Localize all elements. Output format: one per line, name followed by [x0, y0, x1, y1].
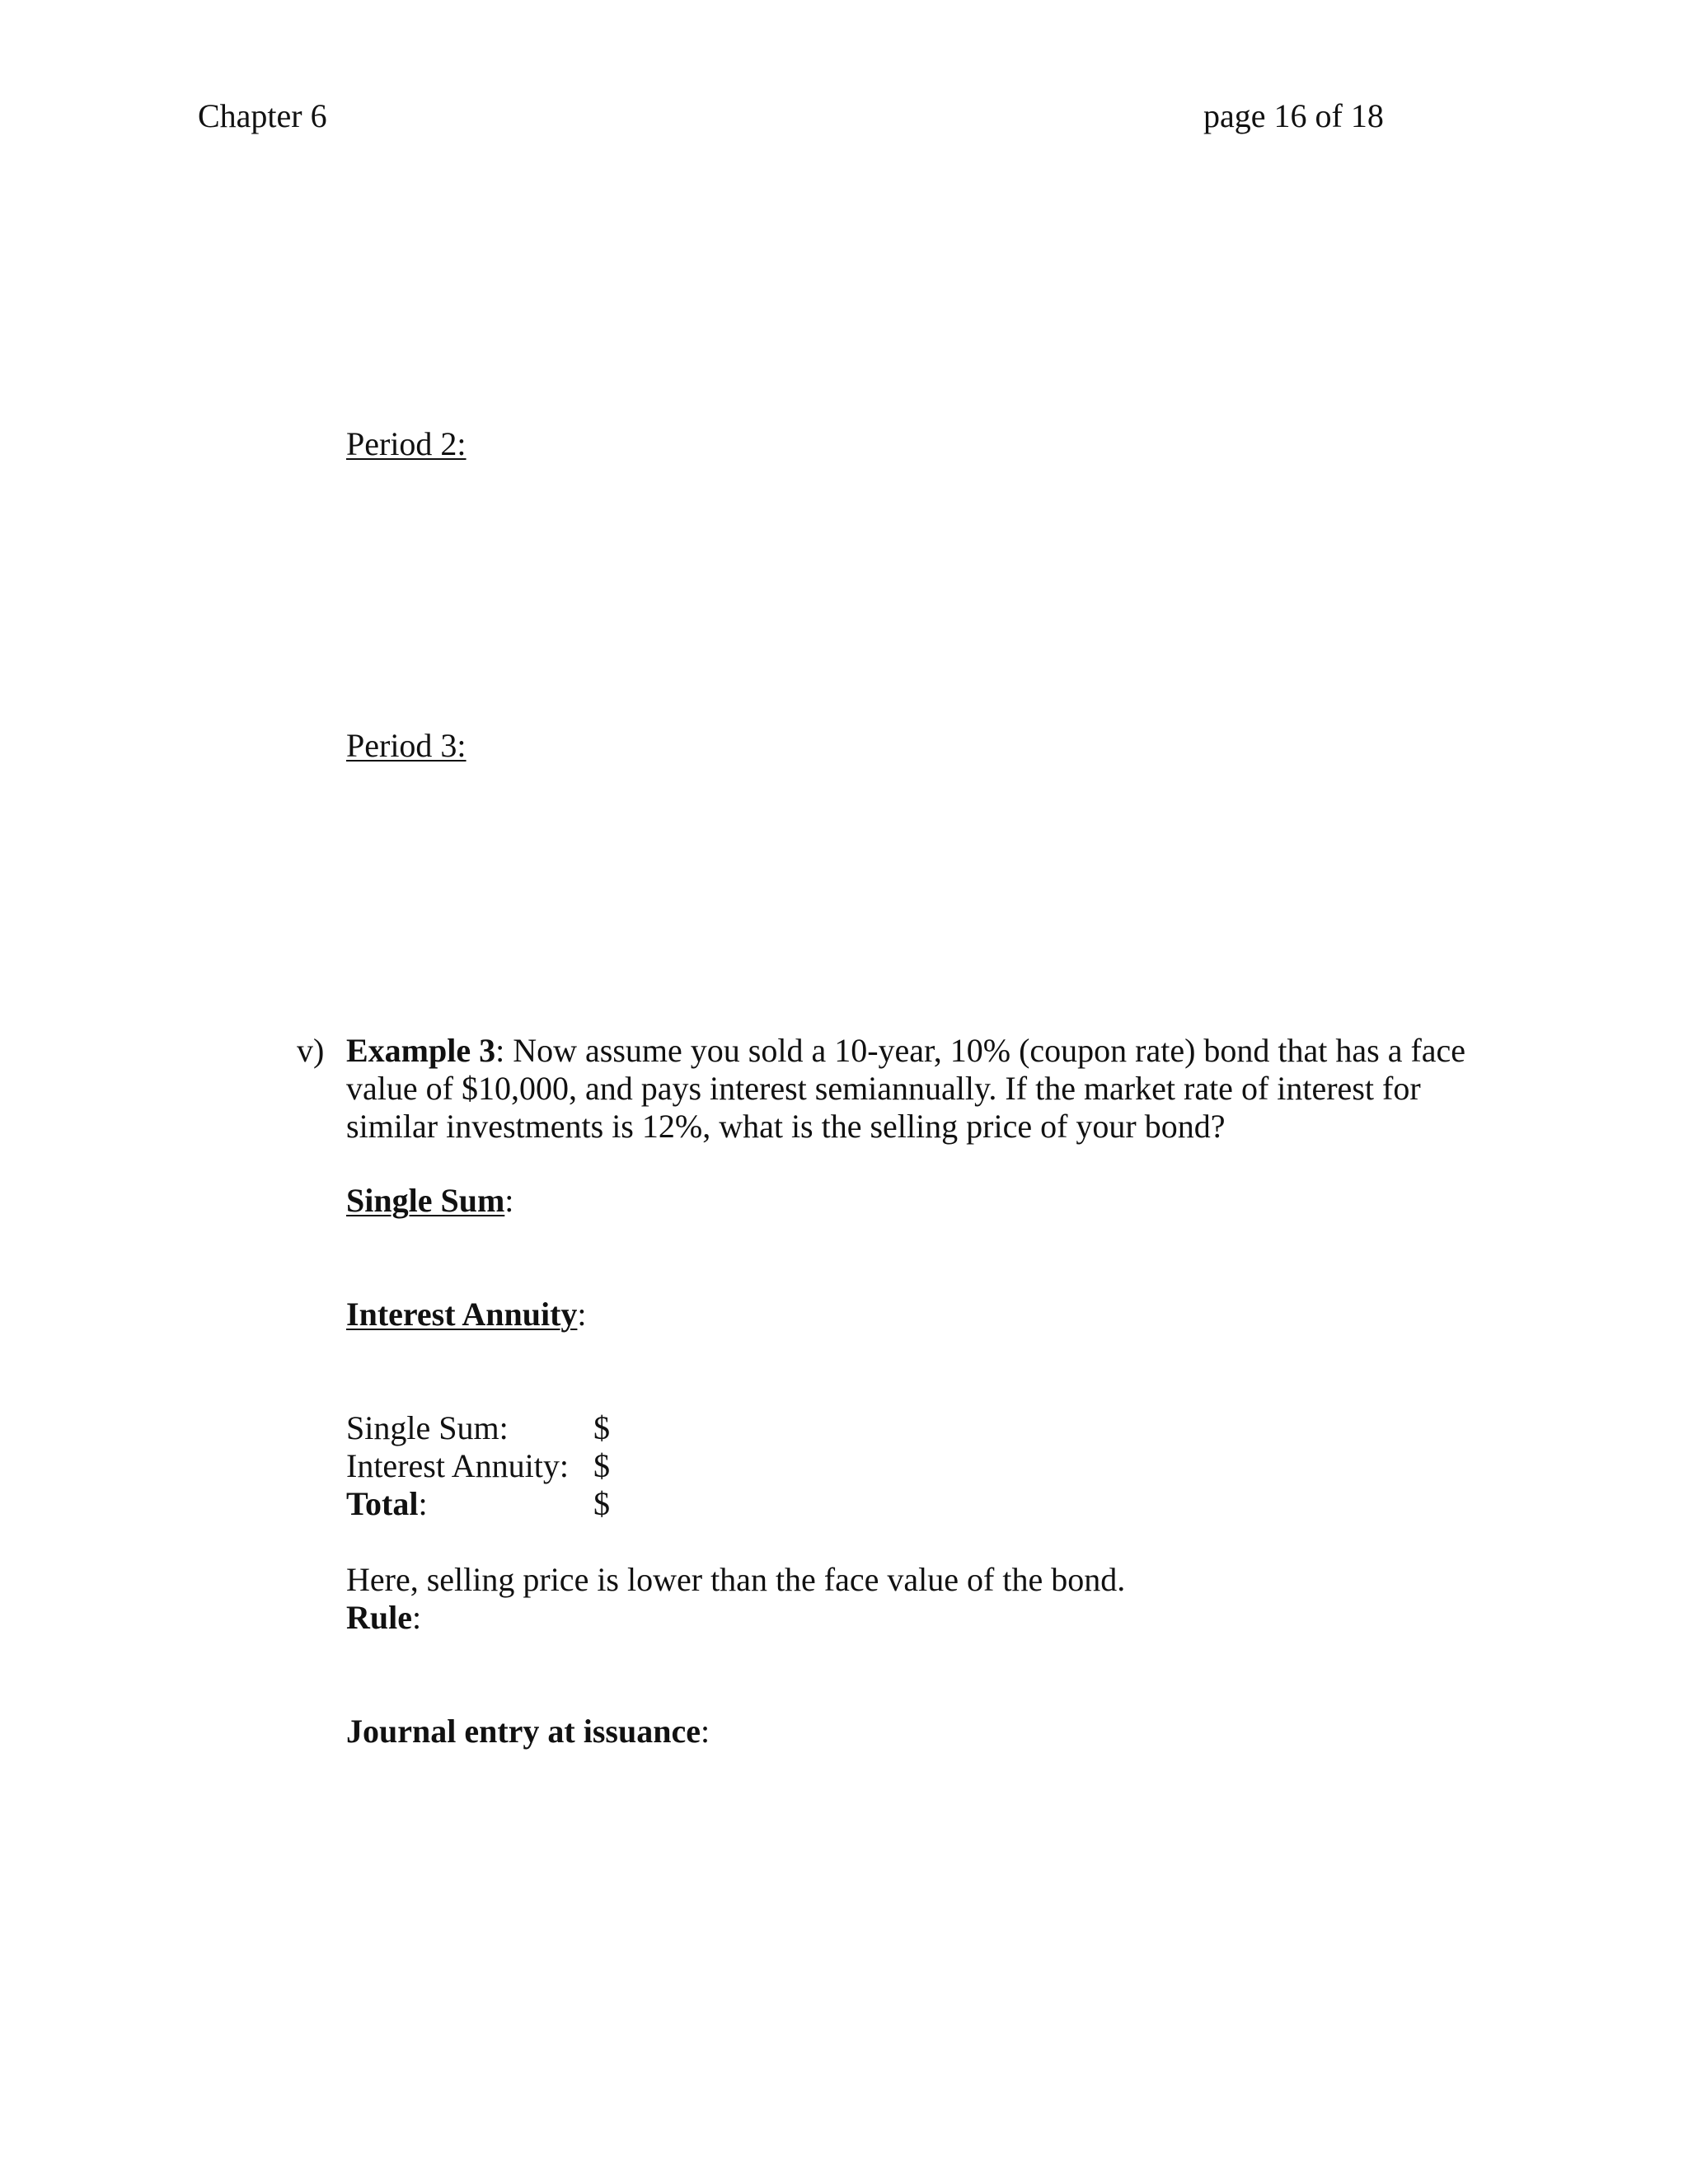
- period-3-heading: Period 3:: [346, 727, 467, 764]
- summary-interest-annuity-value: $: [593, 1447, 610, 1484]
- example-3-text-1: Now assume you sold a 10-year, 10% (coupon rate) bond that has a face: [504, 1032, 1466, 1069]
- period-2-heading: Period 2:: [346, 425, 467, 462]
- single-sum-heading: [346, 1182, 513, 1220]
- summary-row-total: [346, 1485, 643, 1523]
- rule-line: [346, 1599, 421, 1637]
- rule-label: Rule: [346, 1599, 412, 1636]
- example-3-paragraph: [346, 1032, 1517, 1146]
- interest-annuity-heading: [346, 1296, 587, 1333]
- selling-price-note: Here, selling price is lower than the face value of the bond.: [346, 1561, 1126, 1598]
- interest-annuity-heading-label: Interest Annuity: [346, 1296, 578, 1333]
- summary-total-label: Total: [346, 1485, 419, 1522]
- summary-single-sum-label: Single Sum:: [346, 1409, 509, 1446]
- journal-entry-label: Journal entry at issuance: [346, 1713, 701, 1750]
- example-3-line-1: [346, 1032, 1517, 1070]
- single-sum-heading-colon: :: [504, 1182, 514, 1219]
- example-3-line-2: value of $10,000, and pays interest semiannually. If the market rate of interest for: [346, 1070, 1421, 1107]
- rule-colon: :: [412, 1599, 422, 1636]
- price-summary: [346, 1409, 643, 1523]
- journal-entry-heading: [346, 1713, 710, 1750]
- summary-interest-annuity-label: Interest Annuity:: [346, 1447, 569, 1484]
- chapter-label: Chapter 6: [198, 97, 327, 134]
- summary-row-interest-annuity: [346, 1447, 643, 1485]
- example-3-label: Example 3: [346, 1032, 496, 1069]
- example-3-colon: :: [495, 1032, 505, 1069]
- interest-annuity-heading-colon: :: [577, 1296, 587, 1333]
- journal-entry-colon: :: [701, 1713, 710, 1750]
- single-sum-heading-label: Single Sum: [346, 1182, 505, 1219]
- summary-total-value: $: [593, 1485, 610, 1522]
- summary-total-label-wrap: [346, 1485, 593, 1523]
- example-3-line-3: similar investments is 12%, what is the selling price of your bond?: [346, 1108, 1226, 1145]
- summary-single-sum-value: $: [593, 1409, 610, 1446]
- page-number: page 16 of 18: [1203, 97, 1384, 134]
- list-marker: v): [297, 1032, 325, 1069]
- summary-row-single-sum: [346, 1409, 643, 1447]
- summary-total-colon: :: [418, 1485, 428, 1522]
